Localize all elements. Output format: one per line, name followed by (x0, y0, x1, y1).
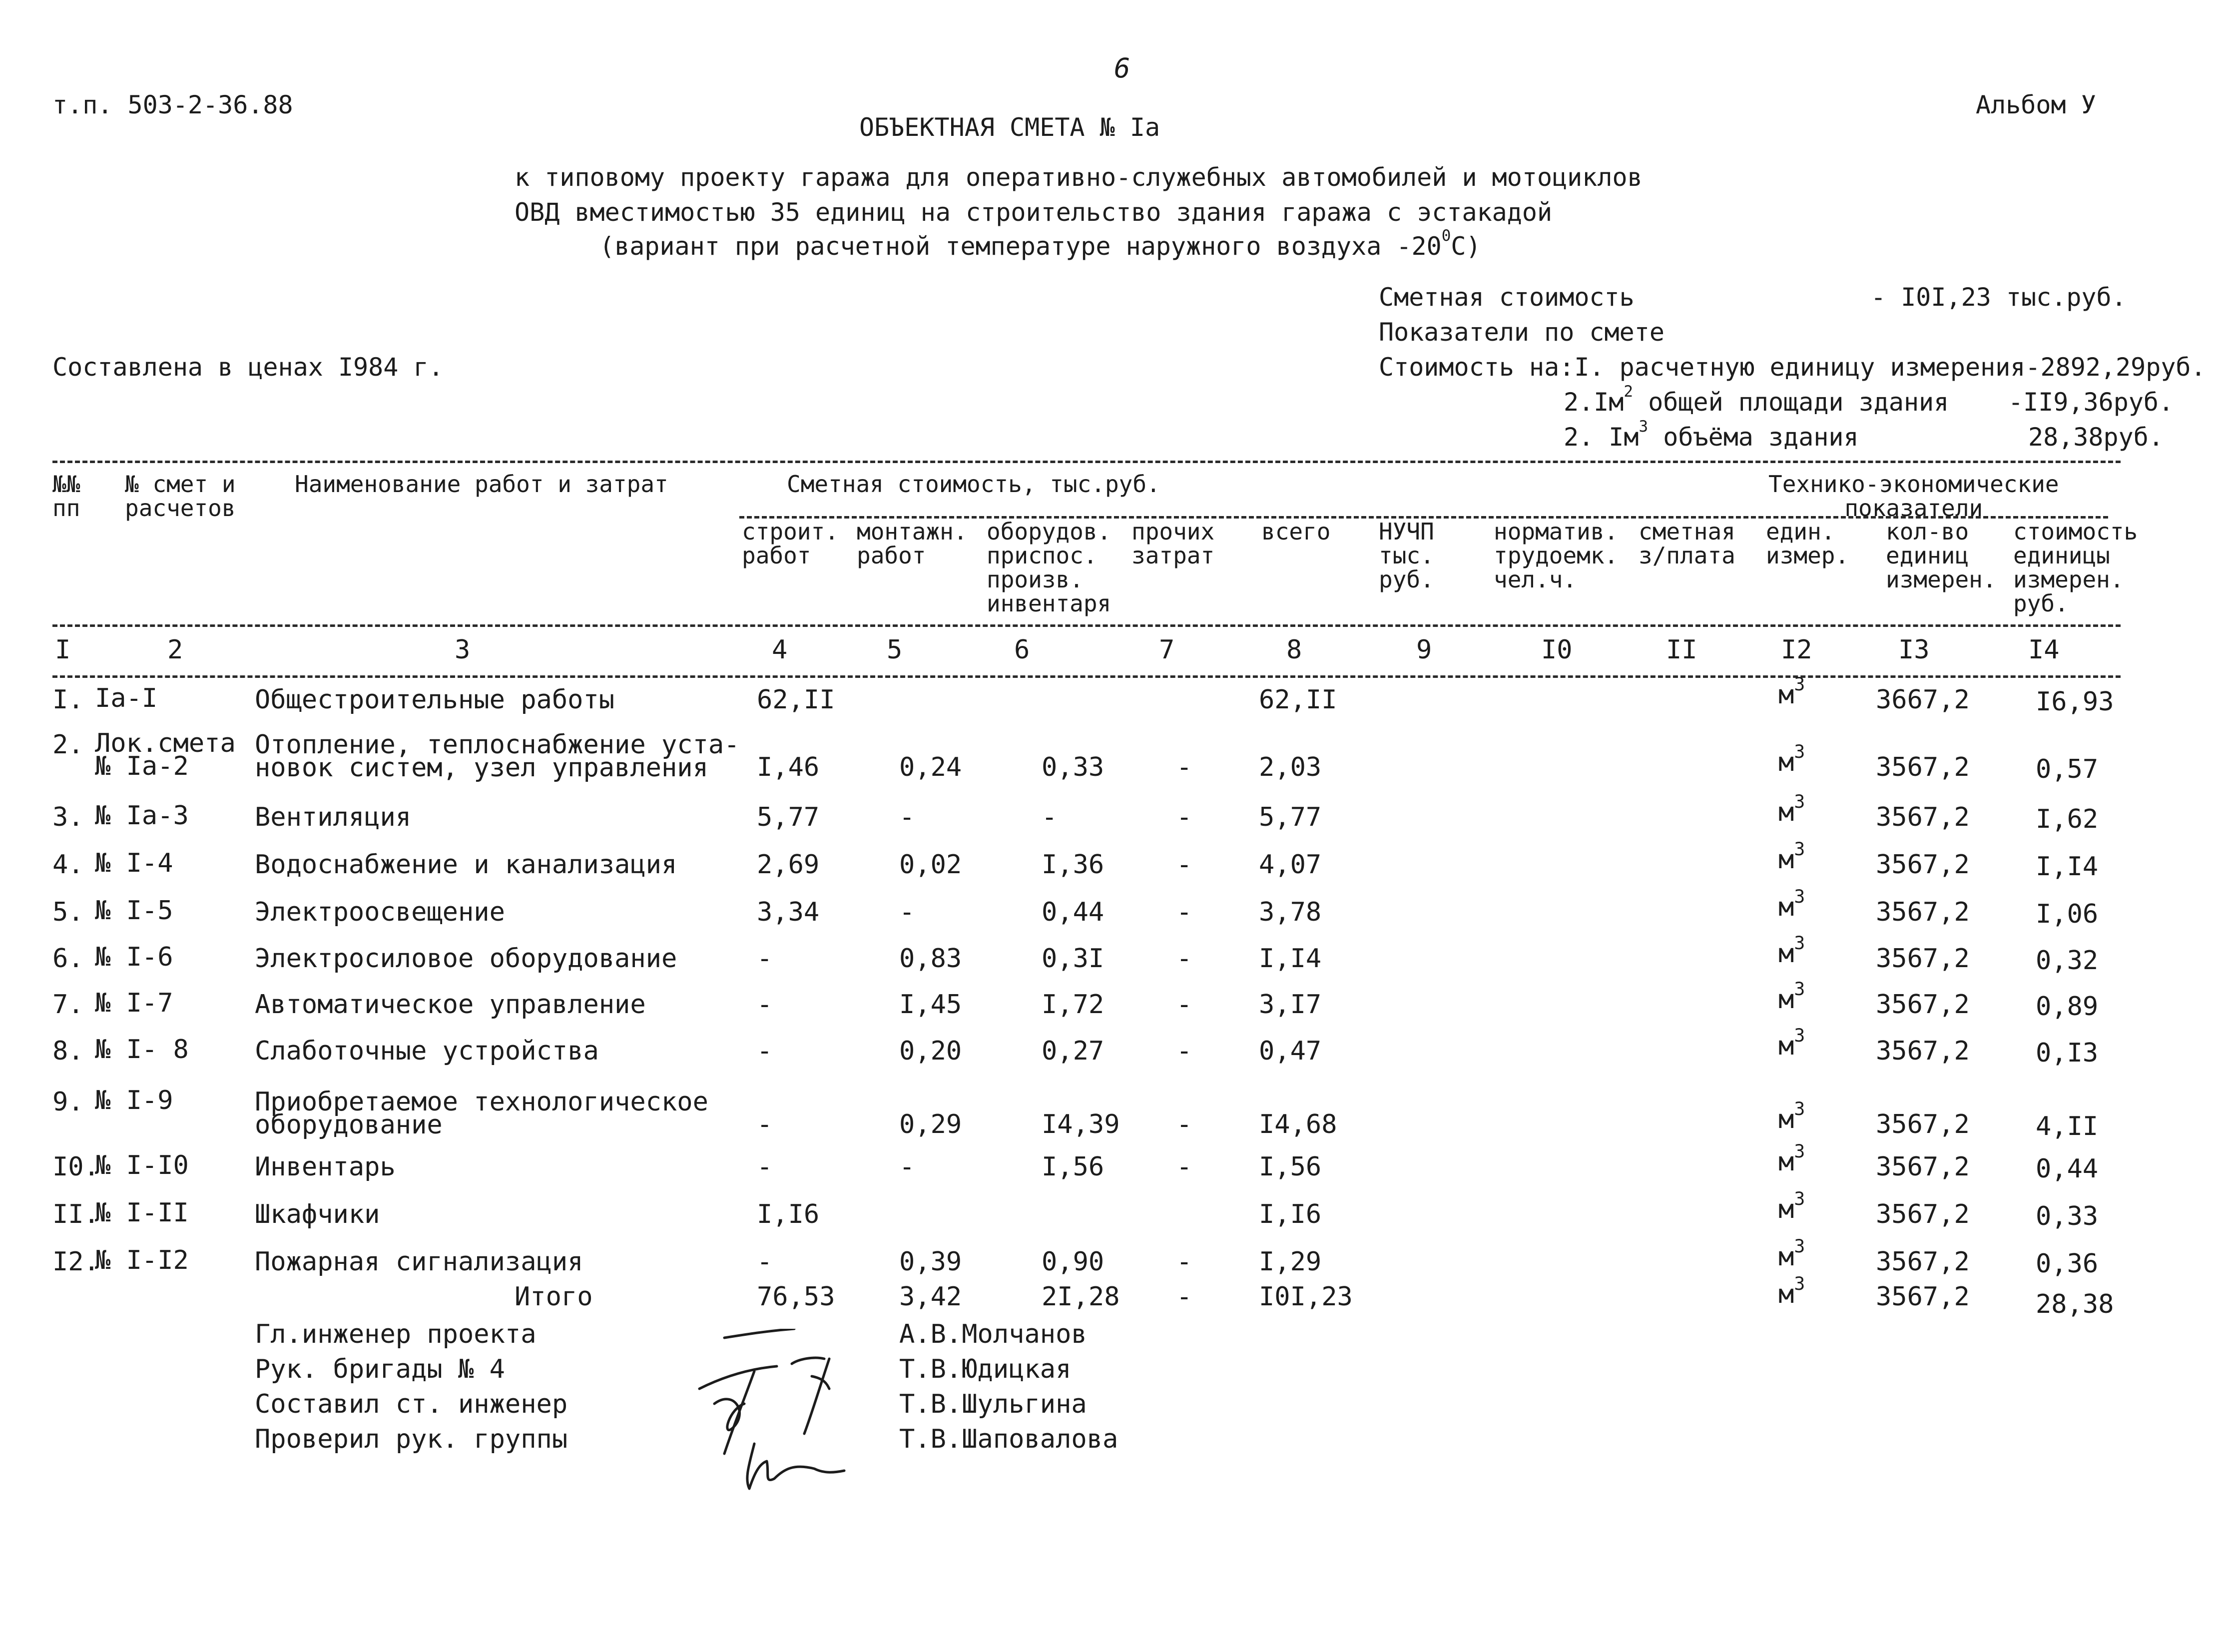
row-estimate-no: № I-II (95, 1198, 189, 1228)
row-name-line-1: Автоматическое управление (255, 990, 646, 1020)
col-header-estimate-no: № смет и расчетов (125, 471, 236, 522)
row-c5: - (899, 802, 915, 832)
row-c5: 0,29 (899, 1109, 962, 1139)
row-number: 6. (52, 944, 84, 974)
row-c6: 0,33 (1042, 752, 1105, 782)
row-name-line-1: Шкафчики (255, 1199, 380, 1229)
col-header-cost-group: Сметная стоимость, тыс.руб. (787, 471, 1160, 498)
row-unit-cost: 0,57 (2036, 754, 2099, 784)
row-unit-cost: I,06 (2036, 899, 2099, 929)
col-header-unit-cost: стоимость единицы измерен. руб. (2013, 518, 2138, 617)
per-area-cost: $2.Iм^2$ общей площади здания (1564, 383, 1949, 417)
row-c7: - (1176, 990, 1192, 1020)
row-c6: I,56 (1042, 1152, 1105, 1182)
per-volume-cost: 2. $Iм^3$ объёма здания (1564, 418, 1859, 452)
column-number: 3 (455, 635, 471, 665)
row-unit-cost: 0,33 (2036, 1201, 2099, 1231)
per-volume-value: 28,38руб. (2028, 423, 2164, 452)
row-c8: I,29 (1259, 1247, 1322, 1277)
total-construction: 76,53 (757, 1282, 835, 1312)
row-name-line-1: Отопление, теплоснабжение уста- (255, 730, 740, 760)
subtitle-line-2: ОВД вместимостью 35 единиц на строительство здания гаража с эстакадой (515, 198, 1553, 227)
row-c8: 4,07 (1259, 850, 1322, 880)
row-unit: $м^3$ (1778, 886, 1805, 922)
row-c4: - (757, 1247, 773, 1277)
row-number: 9. (52, 1087, 84, 1117)
column-number: 9 (1416, 635, 1432, 665)
row-c5: - (899, 897, 915, 927)
col-header-qty: кол-во единиц измерен. (1886, 518, 1997, 593)
row-estimate-no: Лок.смета № Iа-2 (95, 728, 236, 781)
row-c5: 0,83 (899, 944, 962, 974)
row-number: I0. (52, 1152, 99, 1182)
row-qty: 3567,2 (1876, 1247, 1970, 1277)
col-header-nuchp: НУЧП тыс. руб. (1379, 518, 1434, 593)
row-name-line-1: Приобретаемое технологическое (255, 1087, 708, 1117)
row-c8: 62,II (1259, 685, 1337, 715)
total-unit: $м^3$ (1778, 1273, 1805, 1309)
row-unit: $м^3$ (1778, 1235, 1805, 1272)
signature-name: Т.В.Юдицкая (899, 1354, 1072, 1384)
row-estimate-no: № I-I2 (95, 1245, 189, 1275)
row-number: I. (52, 685, 84, 715)
row-number: 3. (52, 802, 84, 832)
row-name-line-1: Вентиляция (255, 802, 412, 832)
row-name-line-1: Электроосвещение (255, 897, 505, 927)
row-unit-cost: 0,I3 (2036, 1038, 2099, 1068)
row-name-line-2: оборудование (255, 1110, 443, 1140)
col-header-labor: норматив. трудоемк. чел.ч. (1494, 518, 1619, 593)
header-bottom-rule (52, 675, 2121, 678)
row-number: II. (52, 1199, 99, 1229)
row-unit-cost: I,I4 (2036, 852, 2099, 882)
row-c4: I,I6 (757, 1199, 820, 1229)
signature-role: Рук. бригады № 4 (255, 1354, 505, 1384)
header-mid-rule (52, 624, 2121, 627)
row-unit: $м^3$ (1778, 978, 1805, 1015)
prices-note: Составлена в ценах I984 г. (52, 353, 444, 382)
cost-value: - I0I,23 тыс.руб. (1871, 283, 2127, 312)
row-qty: 3567,2 (1876, 944, 1970, 974)
col-header-equipment: оборудов. приспос. произв. инвентаря (987, 518, 1111, 617)
row-unit: $м^3$ (1778, 1188, 1805, 1224)
column-number: 4 (772, 635, 788, 665)
row-c7: - (1176, 897, 1192, 927)
column-number: 7 (1159, 635, 1175, 665)
row-estimate-no: № Iа-3 (95, 801, 189, 831)
row-c4: - (757, 990, 773, 1020)
row-number: 4. (52, 850, 84, 880)
total-equipment: 2I,28 (1042, 1282, 1120, 1312)
row-c8: 3,I7 (1259, 990, 1322, 1020)
column-number: I (55, 635, 71, 665)
signature-role: Проверил рук. группы (255, 1424, 568, 1454)
col-header-other: прочих затрат (1131, 518, 1215, 569)
signature-name: Т.В.Шульгина (899, 1389, 1087, 1419)
row-c4: 62,II (757, 685, 835, 715)
column-number: I4 (2028, 635, 2060, 665)
handwritten-signature (694, 1329, 874, 1494)
row-c8: 0,47 (1259, 1036, 1322, 1066)
col-header-wages: сметная з/плата (1639, 518, 1735, 569)
row-qty: 3567,2 (1876, 990, 1970, 1020)
project-code: т.п. 503-2-36.88 (52, 90, 293, 119)
row-c7: - (1176, 752, 1192, 782)
column-number: II (1666, 635, 1697, 665)
row-c5: 0,20 (899, 1036, 962, 1066)
total-sum: I0I,23 (1259, 1282, 1353, 1312)
row-unit: $м^3$ (1778, 1098, 1805, 1134)
total-qty: 3567,2 (1876, 1282, 1970, 1312)
total-other: - (1176, 1282, 1192, 1312)
col-header-pp: №№ пп (52, 471, 80, 522)
row-estimate-no: № I-9 (95, 1086, 173, 1115)
row-c7: - (1176, 944, 1192, 974)
album-label: Альбом У (1976, 90, 2096, 119)
row-c6: 0,27 (1042, 1036, 1105, 1066)
row-qty: 3567,2 (1876, 1152, 1970, 1182)
row-estimate-no: № I-5 (95, 896, 173, 926)
row-number: 2. (52, 730, 84, 760)
row-qty: 3567,2 (1876, 802, 1970, 832)
row-c7: - (1176, 1109, 1192, 1139)
row-qty: 3667,2 (1876, 685, 1970, 715)
row-c4: 5,77 (757, 802, 820, 832)
page-number: 6 (1114, 52, 1130, 84)
row-c4: 3,34 (757, 897, 820, 927)
column-number: 8 (1286, 635, 1302, 665)
row-number: I2. (52, 1247, 99, 1277)
column-number: 5 (887, 635, 903, 665)
col-header-construction: строит. работ (742, 518, 839, 569)
row-c8: I4,68 (1259, 1109, 1337, 1139)
row-c7: - (1176, 802, 1192, 832)
row-c6: 0,3I (1042, 944, 1105, 974)
signature-role: Составил ст. инженер (255, 1389, 568, 1419)
signature-name: А.В.Молчанов (899, 1319, 1087, 1349)
per-unit-cost: Стоимость на:I. расчетную единицу измерения-2892,29руб. (1379, 353, 2206, 382)
row-c4: - (757, 1152, 773, 1182)
document-title: ОБЪЕКТНАЯ СМЕТА № Iа (859, 113, 1160, 142)
indicators-label: Показатели по смете (1379, 318, 1664, 347)
row-qty: 3567,2 (1876, 1199, 1970, 1229)
row-unit-cost: 0,44 (2036, 1154, 2099, 1184)
row-c7: - (1176, 1152, 1192, 1182)
column-number: 2 (167, 635, 183, 665)
row-unit: $м^3$ (1778, 1140, 1805, 1177)
row-name-line-2: новок систем, узел управления (255, 753, 708, 783)
signature-role: Гл.инженер проекта (255, 1319, 537, 1349)
row-c4: 2,69 (757, 850, 820, 880)
row-c6: I,72 (1042, 990, 1105, 1020)
row-unit: $м^3$ (1778, 838, 1805, 875)
row-unit-cost: I6,93 (2036, 687, 2114, 717)
row-unit-cost: 4,II (2036, 1111, 2099, 1141)
col-header-total: всего (1261, 518, 1331, 545)
row-name-line-1: Инвентарь (255, 1152, 396, 1182)
row-estimate-no: Iа-I (95, 683, 158, 713)
row-unit: $м^3$ (1778, 741, 1805, 777)
row-c4: - (757, 1036, 773, 1066)
signature-name: Т.В.Шаповалова (899, 1424, 1118, 1454)
col-header-name: Наименование работ и затрат (295, 471, 668, 498)
row-c4: I,46 (757, 752, 820, 782)
row-c5: 0,24 (899, 752, 962, 782)
row-unit: $м^3$ (1778, 791, 1805, 827)
row-qty: 3567,2 (1876, 752, 1970, 782)
row-c7: - (1176, 1247, 1192, 1277)
header-top-rule (52, 461, 2121, 463)
row-c6: 0,44 (1042, 897, 1105, 927)
row-c8: 2,03 (1259, 752, 1322, 782)
column-number: I0 (1541, 635, 1573, 665)
row-c8: 3,78 (1259, 897, 1322, 927)
row-estimate-no: № I-I0 (95, 1150, 189, 1180)
row-c6: - (1042, 802, 1058, 832)
row-estimate-no: № I-4 (95, 848, 173, 878)
row-c5: I,45 (899, 990, 962, 1020)
row-unit: $м^3$ (1778, 1025, 1805, 1061)
column-number: I3 (1898, 635, 1930, 665)
row-name-line-1: Водоснабжение и канализация (255, 850, 677, 880)
row-c7: - (1176, 1036, 1192, 1066)
row-c8: I,56 (1259, 1152, 1322, 1182)
column-number: 6 (1014, 635, 1030, 665)
row-qty: 3567,2 (1876, 897, 1970, 927)
row-estimate-no: № I- 8 (95, 1035, 189, 1065)
row-c8: 5,77 (1259, 802, 1322, 832)
per-area-value: -II9,36руб. (2008, 388, 2174, 417)
row-number: 7. (52, 990, 84, 1020)
total-installation: 3,42 (899, 1282, 962, 1312)
col-header-installation: монтажн. работ (857, 518, 968, 569)
row-unit-cost: 0,32 (2036, 946, 2099, 976)
total-label: Итого (515, 1282, 593, 1312)
row-qty: 3567,2 (1876, 850, 1970, 880)
row-unit-cost: I,62 (2036, 804, 2099, 834)
row-c6: I4,39 (1042, 1109, 1120, 1139)
row-c5: 0,39 (899, 1247, 962, 1277)
row-c5: - (899, 1152, 915, 1182)
row-unit-cost: 0,89 (2036, 992, 2099, 1022)
row-name-line-1: Пожарная сигнализация (255, 1247, 583, 1277)
column-number: I2 (1781, 635, 1812, 665)
row-name-line-1: Общестроительные работы (255, 685, 615, 715)
row-unit: $м^3$ (1778, 932, 1805, 969)
row-name-line-1: Электросиловое оборудование (255, 944, 677, 974)
row-c8: I,I6 (1259, 1199, 1322, 1229)
row-qty: 3567,2 (1876, 1109, 1970, 1139)
row-c8: I,I4 (1259, 944, 1322, 974)
row-c4: - (757, 944, 773, 974)
row-unit-cost: 0,36 (2036, 1249, 2099, 1279)
row-qty: 3567,2 (1876, 1036, 1970, 1066)
total-unit-cost: 28,38 (2036, 1289, 2114, 1319)
subtitle-line-1: к типовому проекту гаража для оперативно-служебных автомобилей и мотоциклов (515, 163, 1643, 192)
row-c4: - (757, 1109, 773, 1139)
row-c6: 0,90 (1042, 1247, 1105, 1277)
row-name-line-1: Слаботочные устройства (255, 1036, 599, 1066)
row-estimate-no: № I-7 (95, 988, 173, 1018)
row-c5: 0,02 (899, 850, 962, 880)
row-number: 5. (52, 897, 84, 927)
subtitle-line-3: (вариант при расчетной температуре наружного воздуха $-20^0С$) (599, 227, 1481, 261)
row-estimate-no: № I-6 (95, 942, 173, 972)
cost-label: Сметная стоимость (1379, 283, 1635, 312)
row-c7: - (1176, 850, 1192, 880)
col-header-tech-group: Технико-экономические показатели (1768, 471, 2059, 522)
row-number: 8. (52, 1036, 84, 1066)
col-header-unit: един. измер. (1766, 518, 1849, 569)
row-c6: I,36 (1042, 850, 1105, 880)
row-unit: $м^3$ (1778, 673, 1805, 710)
